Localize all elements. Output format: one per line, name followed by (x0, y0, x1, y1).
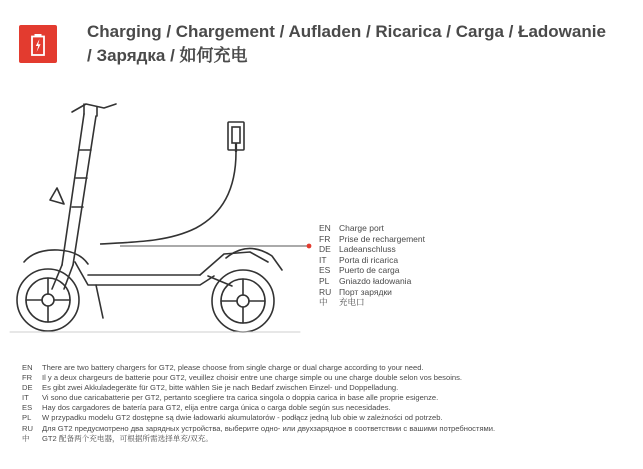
headlight (50, 188, 64, 204)
language-code: RU (319, 286, 332, 297)
charger-notes (22, 363, 495, 444)
language-code: 中 (319, 297, 328, 308)
note-row (22, 424, 495, 434)
language-code: FR (319, 233, 331, 244)
page-title (87, 20, 637, 68)
rear-wheel (212, 270, 274, 332)
language-code: RU (22, 423, 33, 433)
note-row (22, 393, 495, 403)
note-row (22, 403, 495, 413)
handlebar (72, 104, 116, 116)
note-text: Vi sono due caricabatterie per GT2, pertanto scegliere tra carica singola o doppia carica in base alle proprie esigenze. (42, 393, 439, 403)
legend-row (319, 244, 425, 255)
legend-row (319, 234, 425, 245)
language-code: EN (319, 223, 331, 233)
note-text: Hay dos cargadores de batería para GT2, elija entre carga única o carga doble según sus necesidades. (42, 403, 391, 413)
charging-cable (100, 152, 236, 244)
legend-label: Gniazdo ładowania (339, 275, 412, 286)
language-code: IT (22, 393, 29, 403)
legend-row (319, 287, 425, 298)
note-row (22, 413, 495, 423)
legend-row (319, 255, 425, 266)
language-code: ES (319, 265, 331, 276)
note-row (22, 434, 495, 444)
legend-row (319, 297, 425, 308)
language-code: ES (22, 403, 33, 413)
title-line-2: / Зарядка / 如何充电 (87, 46, 248, 65)
language-code: FR (22, 373, 33, 383)
language-code: PL (319, 275, 330, 286)
charging-badge (19, 25, 57, 63)
note-text: Il y a deux chargeurs de batterie pour GT2, veuillez choisir entre une charge simple ou une charge double selon vos besoins. (42, 373, 463, 383)
charge-port-callout (120, 244, 311, 249)
language-code: DE (22, 383, 33, 393)
legend-label: Ladeanschluss (339, 244, 396, 255)
language-code: EN (22, 363, 33, 372)
front-fork (52, 265, 62, 289)
note-text: GT2 配备两个充电器，可根据所需选择单充/双充。 (42, 433, 213, 443)
language-code: IT (319, 254, 327, 265)
language-code: PL (22, 413, 32, 423)
legend-row (319, 223, 425, 234)
note-row (22, 363, 495, 373)
deck (75, 262, 214, 318)
legend-label: 充电口 (339, 297, 365, 308)
note-text: Es gibt zwei Akkuladegeräte für GT2, bitte wählen Sie je nach Bedarf zwischen Einzel- und Doppelladung. (42, 383, 399, 393)
front-wheel (17, 269, 79, 331)
steering-stem (62, 114, 96, 265)
legend-label: Puerto de carga (339, 265, 400, 276)
language-code: DE (319, 244, 331, 255)
battery-charging-icon (19, 25, 57, 63)
legend-label: Порт зарядки (339, 286, 392, 297)
note-row (22, 373, 495, 383)
wall-outlet (228, 122, 244, 152)
legend-row (319, 276, 425, 287)
title-line-1: Charging / Chargement / Aufladen / Ricarica / Carga / Ładowanie (87, 22, 606, 41)
legend-label: Porta di ricarica (339, 254, 399, 265)
note-text: W przypadku modelu GT2 dostępne są dwie ładowarki akumulatorów - podłącz jedną lub obie w zależności od potrzeb. (42, 413, 443, 423)
legend-label: Prise de rechargement (339, 233, 425, 244)
legend-row (319, 265, 425, 276)
note-row (22, 383, 495, 393)
note-text: There are two battery chargers for GT2, please choose from single charge or dual charge according to your need. (42, 363, 424, 372)
legend-label: Charge port (339, 223, 384, 233)
charge-port-legend (319, 223, 425, 308)
language-code: 中 (22, 433, 30, 443)
note-text: Для GT2 предусмотрено два зарядных устройства, выберите одно- или двухзарядное в соответствии с вашими потребностями. (42, 423, 496, 433)
